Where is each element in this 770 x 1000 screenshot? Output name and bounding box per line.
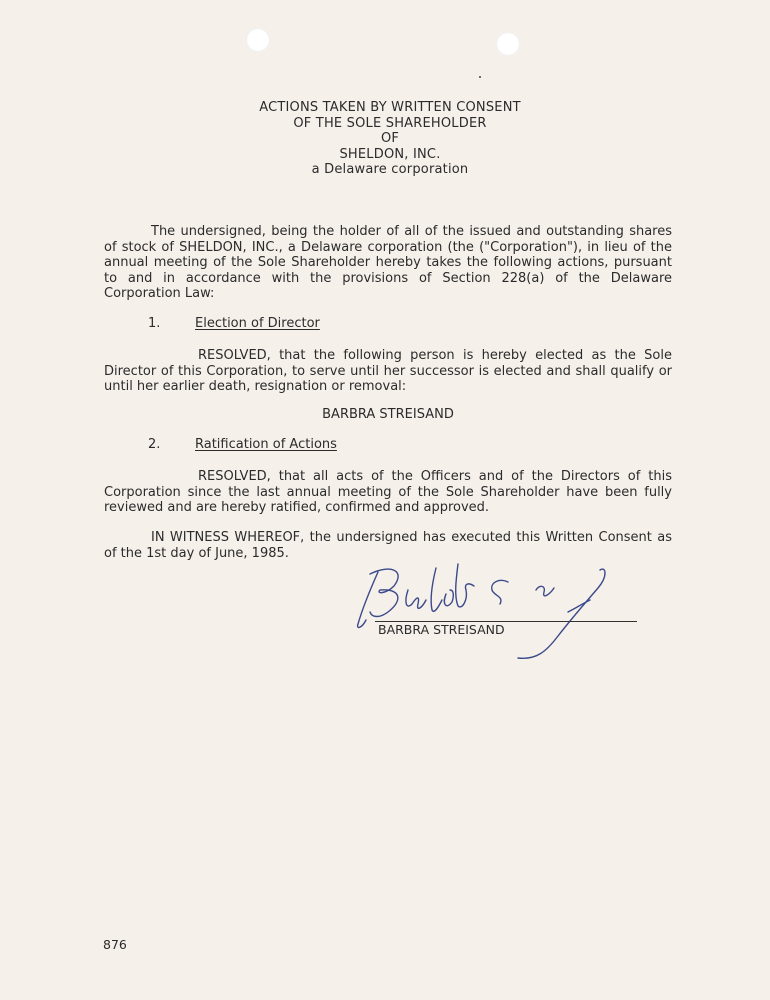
item-2-resolution: [104, 469, 672, 516]
item-2-header: [148, 437, 337, 452]
item-1-header: [148, 316, 320, 331]
document-title: [200, 100, 580, 178]
item-heading: Ratification of Actions: [195, 437, 337, 452]
page-number: 876: [103, 937, 127, 952]
witness-text: IN WITNESS WHEREOF, the undersigned has executed this Written Consent as of the 1st day of June, 1985.: [104, 530, 672, 561]
title-line: ACTIONS TAKEN BY WRITTEN CONSENT: [259, 100, 521, 115]
punch-hole: [246, 28, 270, 52]
title-line: SHELDON, INC.: [339, 146, 441, 162]
intro-text: The undersigned, being the holder of all of the issued and outstanding shares of stock of SHELDON, INC., a Delaware corporation (the ("Corporation"), in lieu of the annual meeting of the Sole Shareholder hereby takes the following actions, pursuant to and in accordance with the provisions of Section 228(a) of the Delaware Corporation Law:: [104, 224, 672, 301]
paper-speck: [479, 76, 481, 78]
signer-name: BARBRA STREISAND: [378, 622, 505, 637]
handwritten-signature: [350, 560, 620, 665]
title-line: OF THE SOLE SHAREHOLDER: [293, 115, 487, 131]
resolution-text: RESOLVED, that the following person is hereby elected as the Sole Director of this Corporation, to serve until her successor is elected and shall qualify or until her earlier death, resignation or removal:: [104, 348, 672, 394]
item-1-resolution: [104, 348, 672, 395]
item-number: 2.: [148, 437, 161, 452]
witness-paragraph: [104, 530, 672, 561]
title-line: a Delaware corporation: [311, 162, 469, 177]
elected-name: BARBRA STREISAND: [322, 407, 454, 422]
resolution-text: RESOLVED, that all acts of the Officers and of the Directors of this Corporation since the last annual meeting of the Sole Shareholder have been fully reviewed and are hereby ratified, confirmed and approved.: [104, 469, 672, 515]
title-line: OF: [380, 131, 400, 146]
item-number: 1.: [148, 316, 161, 331]
intro-paragraph: [104, 224, 672, 302]
item-heading: Election of Director: [195, 316, 320, 331]
punch-hole: [496, 32, 520, 56]
